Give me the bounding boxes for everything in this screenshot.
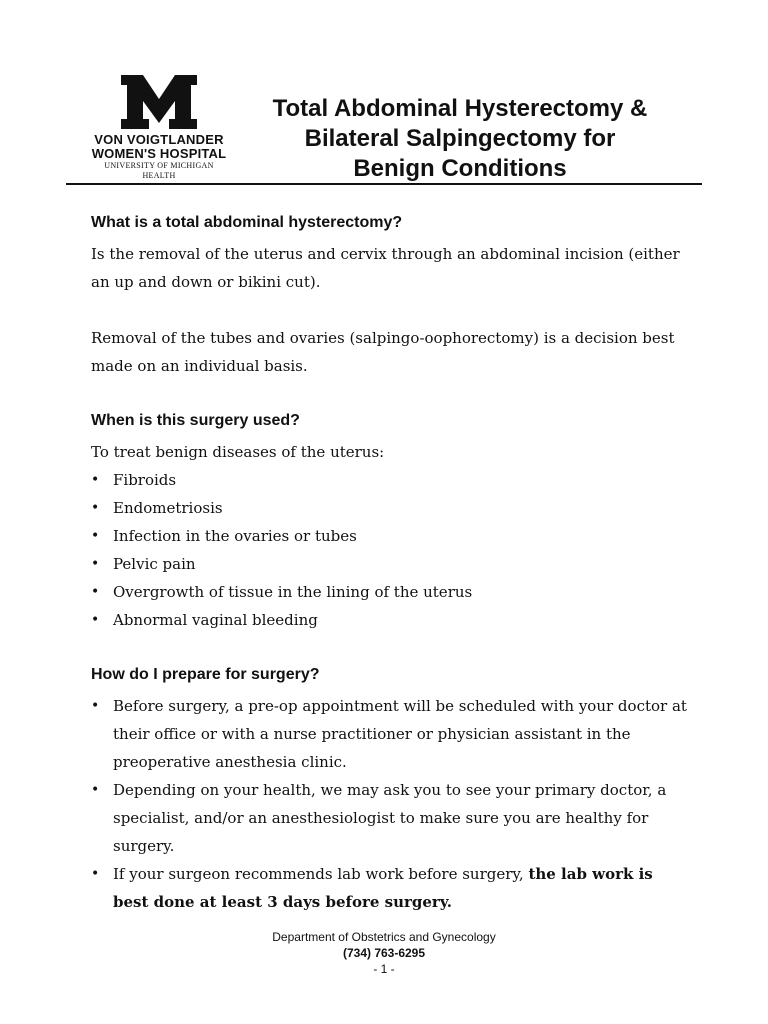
- list-item: • Overgrowth of tissue in the lining of the uterus: [91, 578, 691, 606]
- footer-department: Department of Obstetrics and Gynecology: [272, 930, 496, 944]
- bullet-icon: •: [91, 782, 100, 798]
- document-header: [66, 70, 702, 185]
- list-item: • Infection in the ovaries or tubes: [91, 522, 691, 550]
- logo-line-1: VON VOIGTLANDER: [94, 132, 224, 147]
- title-line-3: Benign Conditions: [353, 155, 567, 182]
- bullet-icon: •: [91, 866, 100, 882]
- list-item: • If your surgeon recommends lab work before surgery, the lab work is best done at least 3 days before surgery.: [91, 860, 691, 916]
- title-line-2: Bilateral Salpingectomy for: [304, 125, 616, 152]
- bullet-icon: •: [91, 500, 100, 516]
- page-number: - 1 -: [373, 962, 395, 976]
- paragraph-definition: Is the removal of the uterus and cervix through an abdominal incision (either an up and down or bikini cut).: [91, 245, 680, 291]
- heading-what-is: What is a total abdominal hysterectomy?: [91, 214, 403, 231]
- heading-prepare: How do I prepare for surgery?: [91, 666, 320, 683]
- bullet-icon: •: [91, 698, 100, 714]
- list-item: • Abnormal vaginal bleeding: [91, 606, 691, 634]
- title-line-1: Total Abdominal Hysterectomy &: [272, 95, 648, 122]
- list-item: • Depending on your health, we may ask you to see your primary doctor, a specialist, and/or an anesthesiologist to make sure you are healthy for surgery.: [91, 776, 691, 860]
- header-divider: [66, 183, 702, 185]
- logo-line-3: UNIVERSITY OF MICHIGAN HEALTH: [104, 161, 214, 180]
- logo-line-2: WOMEN'S HOSPITAL: [91, 146, 227, 161]
- hospital-logo: [88, 75, 230, 180]
- list-item: • Endometriosis: [91, 494, 691, 522]
- heading-when-used: When is this surgery used?: [91, 412, 300, 429]
- document-footer: [0, 929, 768, 977]
- list-item: • Fibroids: [91, 466, 691, 494]
- list-item: • Before surgery, a pre-op appointment will be scheduled with your doctor at their office or with a nurse practitioner or physician assistant in the preoperative anesthesia clinic.: [91, 692, 691, 776]
- lab-work-emphasis: the lab work is best done at least 3 days before surgery.: [113, 865, 653, 911]
- block-m-logo-icon: [121, 75, 197, 129]
- document-title: [250, 94, 670, 184]
- document-body: [91, 210, 691, 916]
- bullet-icon: •: [91, 528, 100, 544]
- bullet-icon: •: [91, 556, 100, 572]
- bullet-icon: •: [91, 472, 100, 488]
- conditions-list: [91, 466, 691, 634]
- preparation-list: [91, 692, 691, 916]
- footer-phone: (734) 763-6295: [342, 946, 426, 960]
- bullet-icon: •: [91, 584, 100, 600]
- paragraph-treat-intro: To treat benign diseases of the uterus:: [91, 443, 385, 461]
- list-item: • Pelvic pain: [91, 550, 691, 578]
- bullet-icon: •: [91, 612, 100, 628]
- paragraph-tubes-ovaries: Removal of the tubes and ovaries (salpingo-oophorectomy) is a decision best made on an individual basis.: [91, 329, 675, 375]
